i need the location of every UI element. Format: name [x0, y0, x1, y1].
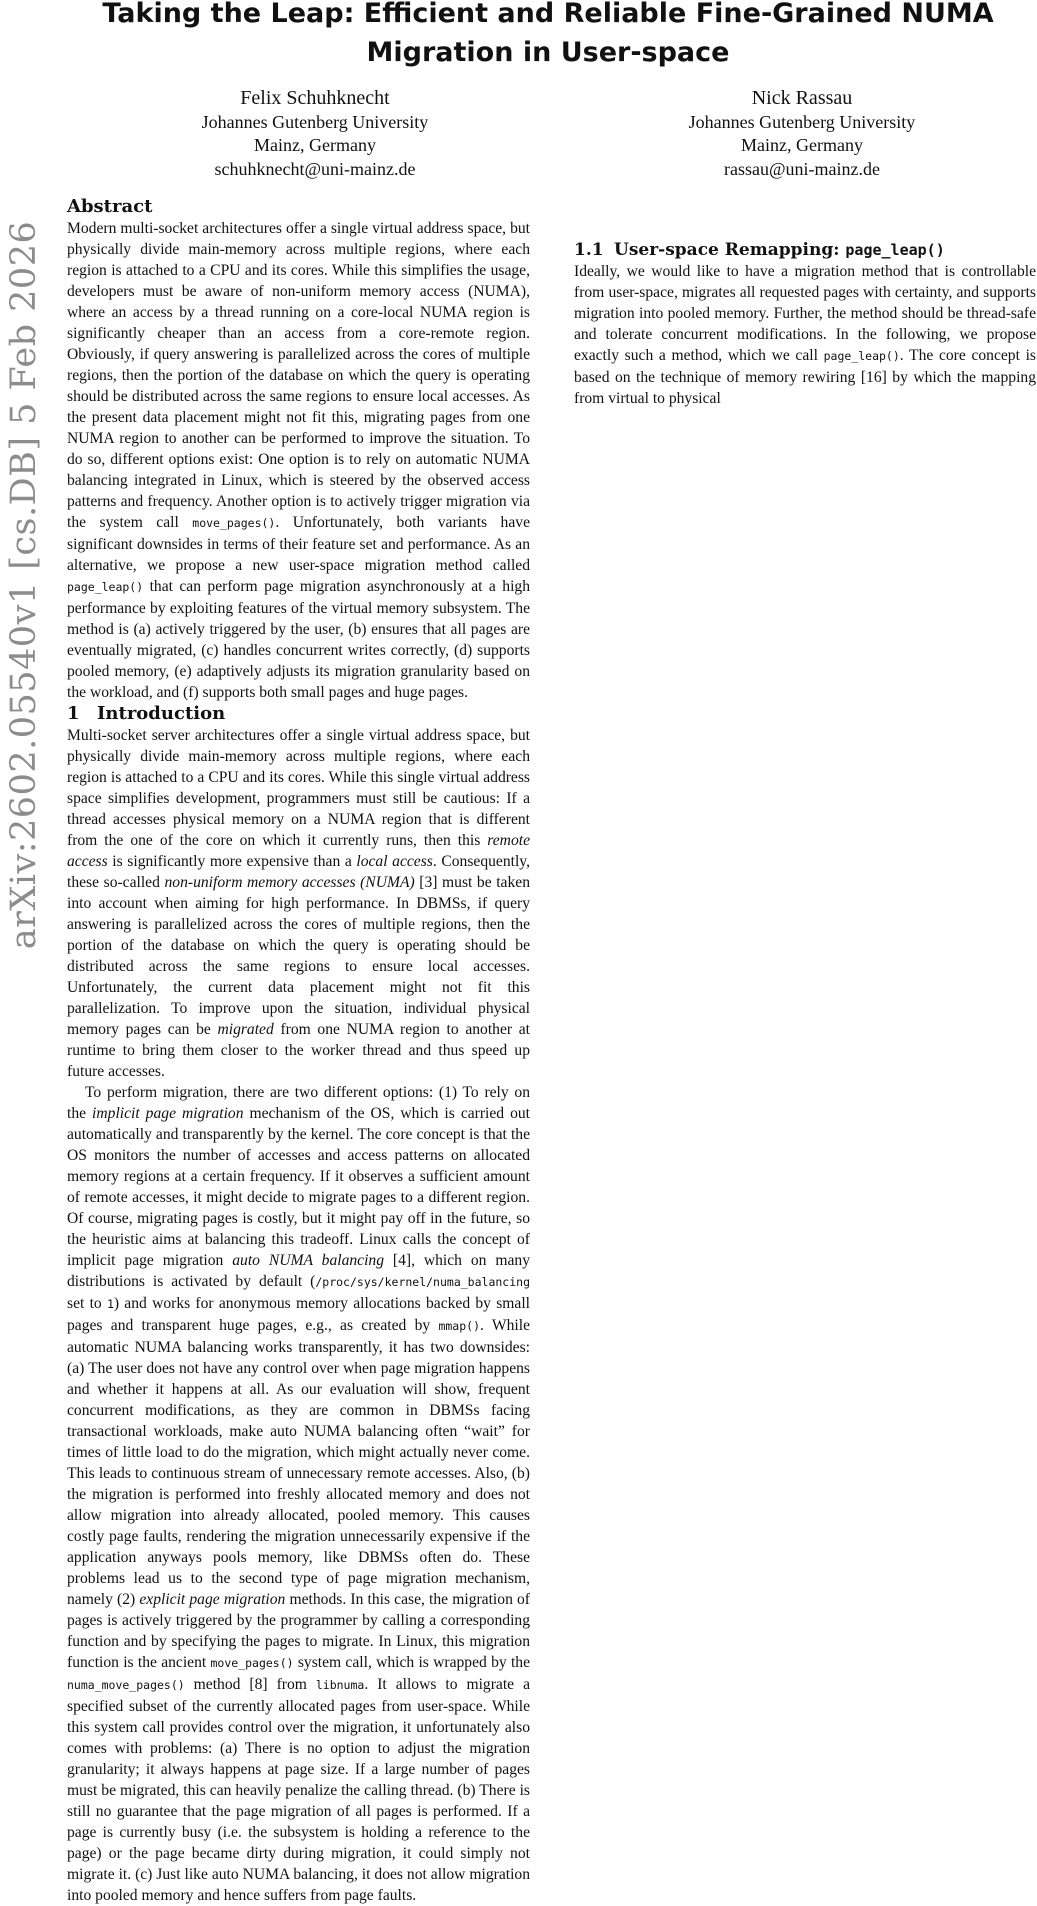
- author-name: Nick Rassau: [751, 87, 853, 109]
- author-block-1: [95, 87, 535, 181]
- author-name: Felix Schuhknecht: [240, 87, 390, 109]
- author-location: Mainz, Germany: [254, 135, 376, 155]
- author-email: schuhknecht@uni-mainz.de: [214, 158, 416, 179]
- author-affiliation: Johannes Gutenberg University: [201, 111, 429, 132]
- section-heading-introduction: 1 Introduction: [67, 703, 226, 724]
- left-column: [67, 196, 530, 1906]
- author-block-2: [582, 87, 1022, 181]
- abstract-paragraph: Modern multi-socket architectures offer a single virtual address space, but physically divide main-memory across multiple regions, where each region is attached to a CPU and its cores. While this simplifies the usage, developers must be aware of non-uniform memory access (NUMA), where an access by a thread running on a core-local NUMA region is significantly cheaper than an access from a core-remote region. Obviously, if query answering is parallelized across the cores of multiple regions, then the portion of the database on which the query is operating should be distributed across the same regions to ensure local accesses. As the present data placement might not fit this, migrating pages from one NUMA region to another can be performed to improve the situation. To do so, different options exist: One option is to rely on automatic NUMA balancing integrated in Linux, which is steered by the observed access patterns and frequency. Another option is to actively trigger migration via the system call move_pages(). Unfortunately, both variants have significant downsides in terms of their feature set and performance. As an alternative, we propose a new user-space migration method called page_leap() that can perform page migration asynchronously at a high performance by exploiting features of the virtual memory subsystem. The method is (a) actively triggered by the user, (b) ensures that all pages are eventually migrated, (c) handles concurrent writes correctly, (d) supports pooled memory, (e) adaptively adjusts its migration granularity based on the workload, and (f) supports both small pages and huge pages.: [67, 220, 530, 701]
- arxiv-identifier-stamp: [2, 210, 46, 960]
- right-column: [574, 197, 1036, 409]
- abstract-heading: Abstract: [67, 196, 153, 217]
- author-location: Mainz, Germany: [741, 135, 863, 155]
- inline-code: 1: [106, 1297, 114, 1311]
- subsection-paragraph: Ideally, we would like to have a migration method that is controllable from user-space, migrates all requested pages with certainty, and supports migration into pooled memory. Further, the method should be thread-safe and tolerate concurrent modifications. In the following, we propose exactly such a method, which we call page_leap(). The core concept is based on the technique of memory rewiring [16] by which the mapping from virtual to physical: [574, 263, 1036, 407]
- inline-code: move_pages(): [192, 516, 276, 530]
- intro-paragraph-1: Multi-socket server architectures offer a single virtual address space, but physically divide main-memory across multiple regions, where each region is attached to a CPU and its cores. While this single virtual address space simplifies development, programmers must still be cautious: If a thread accesses physical memory on a NUMA region that is different from the one of the core on which it currently runs, then this remote access is significantly more expensive than a local access. Consequently, these so-called non-uniform memory accesses (NUMA) [3] must be taken into account when aiming for high performance. In DBMSs, if query answering is parallelized across the cores of multiple regions, then the portion of the database on which the query is operating should be distributed across the same regions to ensure local accesses. Unfortunately, the current data placement might not fit this parallelization. To improve upon the situation, individual physical memory pages can be migrated from one NUMA region to another at runtime to bring them closer to the worker thread and thus speed up future accesses.: [67, 727, 530, 1080]
- paper-title: Taking the Leap: Efficient and Reliable Fine-Grained NUMA Migration in User-space: [102, 0, 994, 68]
- author-email: rassau@uni-mainz.de: [723, 158, 881, 179]
- inline-code: page_leap(): [67, 580, 144, 594]
- author-affiliation: Johannes Gutenberg University: [688, 111, 916, 132]
- inline-code: page_leap(): [823, 349, 900, 363]
- inline-code: /proc/sys/kernel/numa_balancing: [315, 1275, 530, 1289]
- inline-code: libnuma: [315, 1678, 365, 1692]
- inline-code: numa_move_pages(): [67, 1678, 185, 1692]
- subsection-heading-page-leap: 1.1 User-space Remapping: page_leap(): [574, 240, 945, 260]
- arxiv-identifier-text: arXiv:2602.05540v1 [cs.DB] 5 Feb 2026: [4, 220, 44, 950]
- intro-paragraph-2: To perform migration, there are two different options: (1) To rely on the implicit page migration mechanism of the OS, which is carried out automatically and transparently by the kernel. The core concept is that the OS monitors the number of accesses and access patterns on allocated memory regions at a certain frequency. If it observes a sufficient amount of remote accesses, it might decide to migrate pages to a different region. Of course, migrating pages is costly, but it might pay off in the future, so the heuristic aims at balancing this tradeoff. Linux calls the concept of implicit page migration auto NUMA balancing [4], which on many distributions is activated by default (/proc/sys/kernel/numa_balancing set to 1) and works for anonymous memory allocations backed by small pages and transparent huge pages, e.g., as created by mmap(). While automatic NUMA balancing works transparently, it has two downsides: (a) The user does not have any control over when page migration happens and whether it happens at all. As our evaluation will show, frequent concurrent modifications, as they are common in DBMSs facing transactional workloads, make auto NUMA balancing often “wait” for times of little load to do the migration, which might actually never come. This leads to continuous stream of unnecessary remote accesses. Also, (b) the migration is performed into freshly allocated memory and does not allow migration into already allocated, pooled memory. This causes costly page faults, rendering the migration unnecessarily expensive if the application anyways pools memory, like DBMSs often do. These problems lead us to the second type of page migration mechanism, namely (2) explicit page migration methods. In this case, the migration of pages is actively triggered by the programmer by calling a corresponding function and by specifying the pages to migrate. In Linux, this migration function is the ancient move_pages() system call, which is wrapped by the numa_move_pages() method [8] from libnuma. It allows to migrate a specified subset of the currently allocated pages from user-space. While this system call provides control over the migration, it unfortunately also comes with problems: (a) There is no option to adjust the migration granularity; it always happens at page size. If a large number of pages must be migrated, this can heavily penalize the calling thread. (b) There is still no guarantee that the page migration of all pages is performed. If a page is currently busy (i.e. the subsystem is holding a reference to the page) or the page became dirty during migration, it could simply not migrate it. (c) Just like auto NUMA balancing, it does not allow migration into pooled memory and hence suffers from page faults.: [67, 1084, 531, 1904]
- inline-code: mmap(): [438, 1319, 480, 1333]
- inline-code: move_pages(): [210, 1656, 294, 1670]
